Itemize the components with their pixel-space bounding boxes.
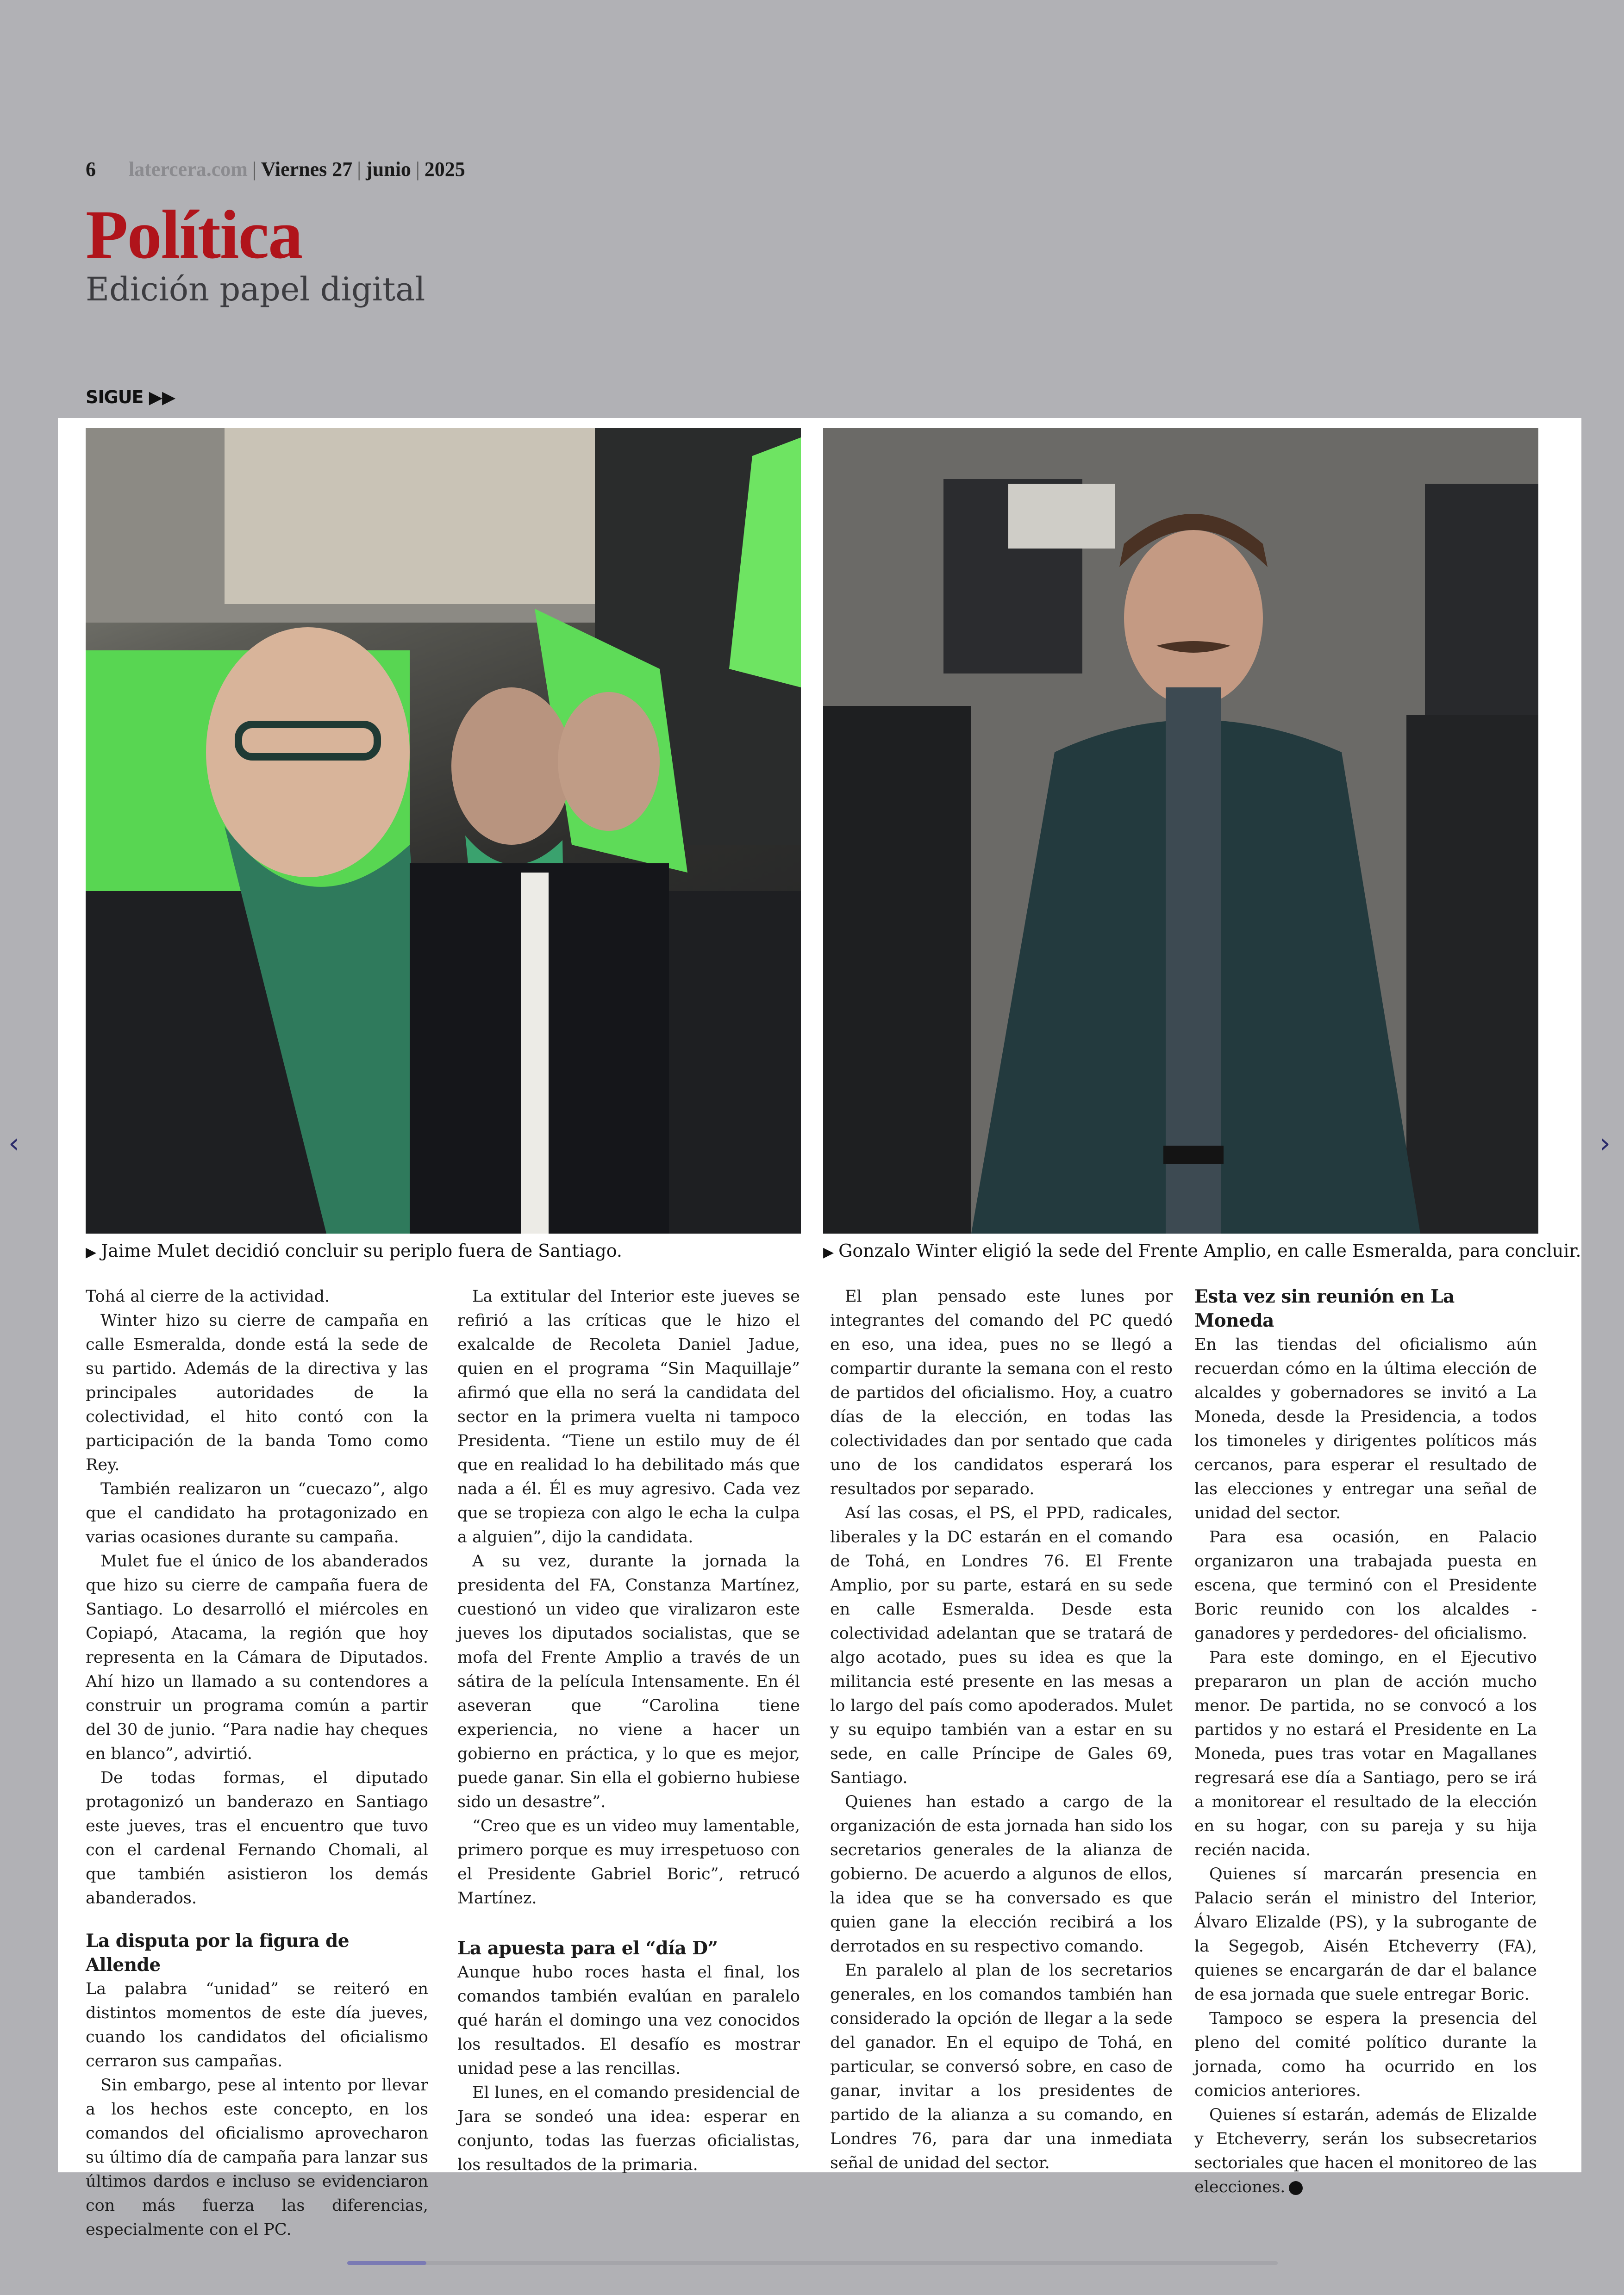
paragraph bbox=[1194, 2103, 1537, 2199]
page-progress-bar[interactable] bbox=[347, 2261, 1278, 2265]
paragraph: Mulet fue el único de los abanderados que hizo su cierre de campaña fuera de Santiago. Lo desarrolló el miércoles en Copiapó, Atacama, la región que hoy representa en la Cámara de Diputados. Ahí hizo un llamado a su contendores a construir un programa común a partir del 30 de junio. “Para nadie hay cheques en blanco”, advirtió. bbox=[86, 1552, 428, 1763]
site-name: latercera.com bbox=[129, 158, 248, 181]
article-column-2 bbox=[457, 1285, 800, 2177]
paragraph: A su vez, durante la jornada la presidenta del FA, Constanza Martínez, cuestionó un video que viralizaron este jueves los diputados socialistas, que se mofa del Frente Amplio a través de un sátira de la película Intensamente. En él aseveran que “Carolina tiene experiencia, no viene a hacer un gobierno en práctica, y lo que es mejor, puede ganar. Sin ella el gobierno hubiese sido un desastre”. bbox=[457, 1552, 800, 1811]
paragraph: También realizaron un “cuecazo”, algo que el candidato ha protagonizado en varias ocasiones durante su campaña. bbox=[86, 1480, 428, 1547]
date-year: 2025 bbox=[424, 158, 465, 181]
paragraph: Tampoco se espera la presencia del pleno del comité político durante la jornada, como ha ocurrido en los comicios anteriores. bbox=[1194, 2009, 1537, 2100]
article-column-1 bbox=[86, 1285, 428, 2242]
paragraph: En paralelo al plan de los secretarios generales, en los comandos también han considerado la opción de llegar a la sede del ganador. En el equipo de Tohá, en particular, se conversó sobre, en caso de ganar, invitar a los presidentes de partido de la alianza a su comando, en Londres 76, para dar una inmediata señal de unidad del sector. bbox=[830, 1961, 1173, 2172]
article-column-3 bbox=[830, 1285, 1173, 2175]
subheading: La apuesta para el “día D” bbox=[457, 1938, 718, 1959]
subheading: La disputa por la figura de Allende bbox=[86, 1930, 350, 1976]
paragraph: La palabra “unidad” se reiteró en distintos momentos de este día jueves, cuando los candidatos del oficialismo cerraron sus campañas. bbox=[86, 1980, 428, 2070]
page-number: 6 bbox=[86, 158, 96, 181]
continue-label: SIGUE ▶▶ bbox=[86, 387, 175, 407]
dateline: 6 latercera.com | Viernes 27 | junio | 2025 bbox=[86, 158, 465, 181]
photo-winter-illustration bbox=[823, 428, 1538, 1234]
chevron-left-icon: ‹ bbox=[8, 1127, 19, 1160]
photo-caption-left: ▶ Jaime Mulet decidió concluir su periplo fuera de Santiago. bbox=[86, 1241, 623, 1261]
paragraph: El lunes, en el comando presidencial de Jara se sondeó una idea: esperar en conjunto, todas las fuerzas oficialistas, los resultados de la primaria. bbox=[457, 2083, 800, 2174]
paragraph: Quienes han estado a cargo de la organización de esta jornada han sido los secretarios generales de la alianza de gobierno. De acuerdo a algunos de ellos, la idea que se ha conversado es que quien gane la elección recibirá a los derrotados en su respectivo comando. bbox=[830, 1793, 1173, 1956]
section-title: Política bbox=[86, 196, 302, 273]
paragraph: De todas formas, el diputado protagonizó un banderazo en Santiago este jueves, tras el encuentro que tuvo con el cardenal Fernando Chomali, al que también asistieron los demás abanderados. bbox=[86, 1769, 428, 1908]
photo-mulet-illustration bbox=[86, 428, 801, 1234]
chevron-right-icon: › bbox=[1599, 1127, 1611, 1160]
paragraph: La extitular del Interior este jueves se refirió a las críticas que le hizo el exalcalde de Recoleta Daniel Jadue, quien en el programa “Sin Maquillaje” afirmó que ella no será la candidata del sector en la primera vuelta ni tampoco Presidenta. “Tiene un estilo muy de él que en realidad lo ha debilitado más que nada a él. Él es muy agresivo. Cada vez que se tropieza con algo le echa la culpa a alguien”, dijo la candidata. bbox=[457, 1287, 800, 1547]
paragraph: Quienes sí marcarán presencia en Palacio serán el ministro del Interior, Álvaro Elizalde (PS), y la subrogante de la Segegob, Aisén Etcheverry (FA), quienes se encargarán de dar el balance de esa jornada que suele entregar Boric. bbox=[1194, 1865, 1537, 2004]
photo-mulet bbox=[86, 428, 801, 1234]
page-progress-fill bbox=[347, 2261, 426, 2265]
section-subtitle: Edición papel digital bbox=[86, 270, 425, 308]
paragraph: En las tiendas del oficialismo aún recuerdan cómo en la última elección de alcaldes y gobernadores se invitó a La Moneda, desde la Presidencia, a todos los timoneles y dirigentes políticos más cercanos, para esperar el resultado de las elecciones y entregar una señal de unidad del sector. bbox=[1194, 1335, 1537, 1522]
paragraph: Tohá al cierre de la actividad. bbox=[86, 1287, 330, 1306]
next-page-button[interactable] bbox=[1599, 1127, 1611, 1160]
paragraph: Aunque hubo roces hasta el final, los comandos también evalúan en paralelo qué harán el domingo una vez conocidos los resultados. El desafío es mostrar unidad pese a las rencillas. bbox=[457, 1963, 800, 2078]
paragraph: Así las cosas, el PS, el PPD, radicales, liberales y la DC estarán en el comando de Tohá, en Londres 76. El Frente Amplio, por su parte, estará en su sede en calle Esmeralda. Desde esta colectividad adelantan que se tratará de algo acotado, pues su idea es que la militancia esté presente en las mesas a lo largo del país como apoderados. Mulet y su equipo también van a estar en su sede, en calle Príncipe de Gales 69, Santiago. bbox=[830, 1504, 1173, 1787]
paragraph: Para este domingo, en el Ejecutivo prepararon un plan de acción mucho menor. De partida, no se convocó a los partidos y no estará el Presidente en La Moneda, pues tras votar en Magallanes regresará ese día a Santiago, pero se irá a monitorear el resultado de la elección en su hogar, con su pareja y su hija recién nacida. bbox=[1194, 1648, 1537, 1859]
date-month: junio bbox=[366, 158, 411, 181]
paragraph: El plan pensado este lunes por integrantes del comando del PC quedó en eso, una idea, pues no se llegó a compartir durante la semana con el resto de partidos del oficialismo. Hoy, a cuatro días de la elección, en todas las colectividades dan por sentado que cada uno de los candidatos esperará los resultados por separado. bbox=[830, 1287, 1173, 1498]
paragraph: “Creo que es un video muy lamentable, primero porque es muy irrespetuoso con el Presidente Gabriel Boric”, retrucó Martínez. bbox=[457, 1817, 800, 1908]
paragraph: Para esa ocasión, en Palacio organizaron una trabajada puesta en escena, que terminó con el Presidente Boric reunido con los alcaldes -ganadores y perdedores- del oficialismo. bbox=[1194, 1528, 1537, 1643]
paragraph: Winter hizo su cierre de campaña en calle Esmeralda, donde está la sede de su partido. Además de la directiva y las principales autoridades de la colectividad, el hito contó con la participación de la banda Tomo como Rey. bbox=[86, 1311, 428, 1474]
date-day: Viernes 27 bbox=[261, 158, 353, 181]
subheading: Esta vez sin reunión en La Moneda bbox=[1194, 1286, 1455, 1331]
prev-page-button[interactable] bbox=[8, 1127, 19, 1160]
photo-winter bbox=[823, 428, 1538, 1234]
article-column-4 bbox=[1194, 1285, 1537, 2199]
paragraph: Sin embargo, pese al intento por llevar a los hechos este concepto, en los comandos del oficialismo aprovecharon su último día de campaña para lanzar sus últimos dardos e incluso se evidenciaron con más fuerza las diferencias, especialmente con el PC. bbox=[86, 2076, 428, 2239]
paragraph-text: Quienes sí estarán, además de Elizalde y Etcheverry, serán los subsecretarios sectoriales que hacen el monitoreo de las elecciones. bbox=[1194, 2106, 1537, 2196]
photo-caption-right: ▶ Gonzalo Winter eligió la sede del Frente Amplio, en calle Esmeralda, para concluir. bbox=[823, 1241, 1581, 1261]
end-mark-icon bbox=[1289, 2181, 1303, 2195]
